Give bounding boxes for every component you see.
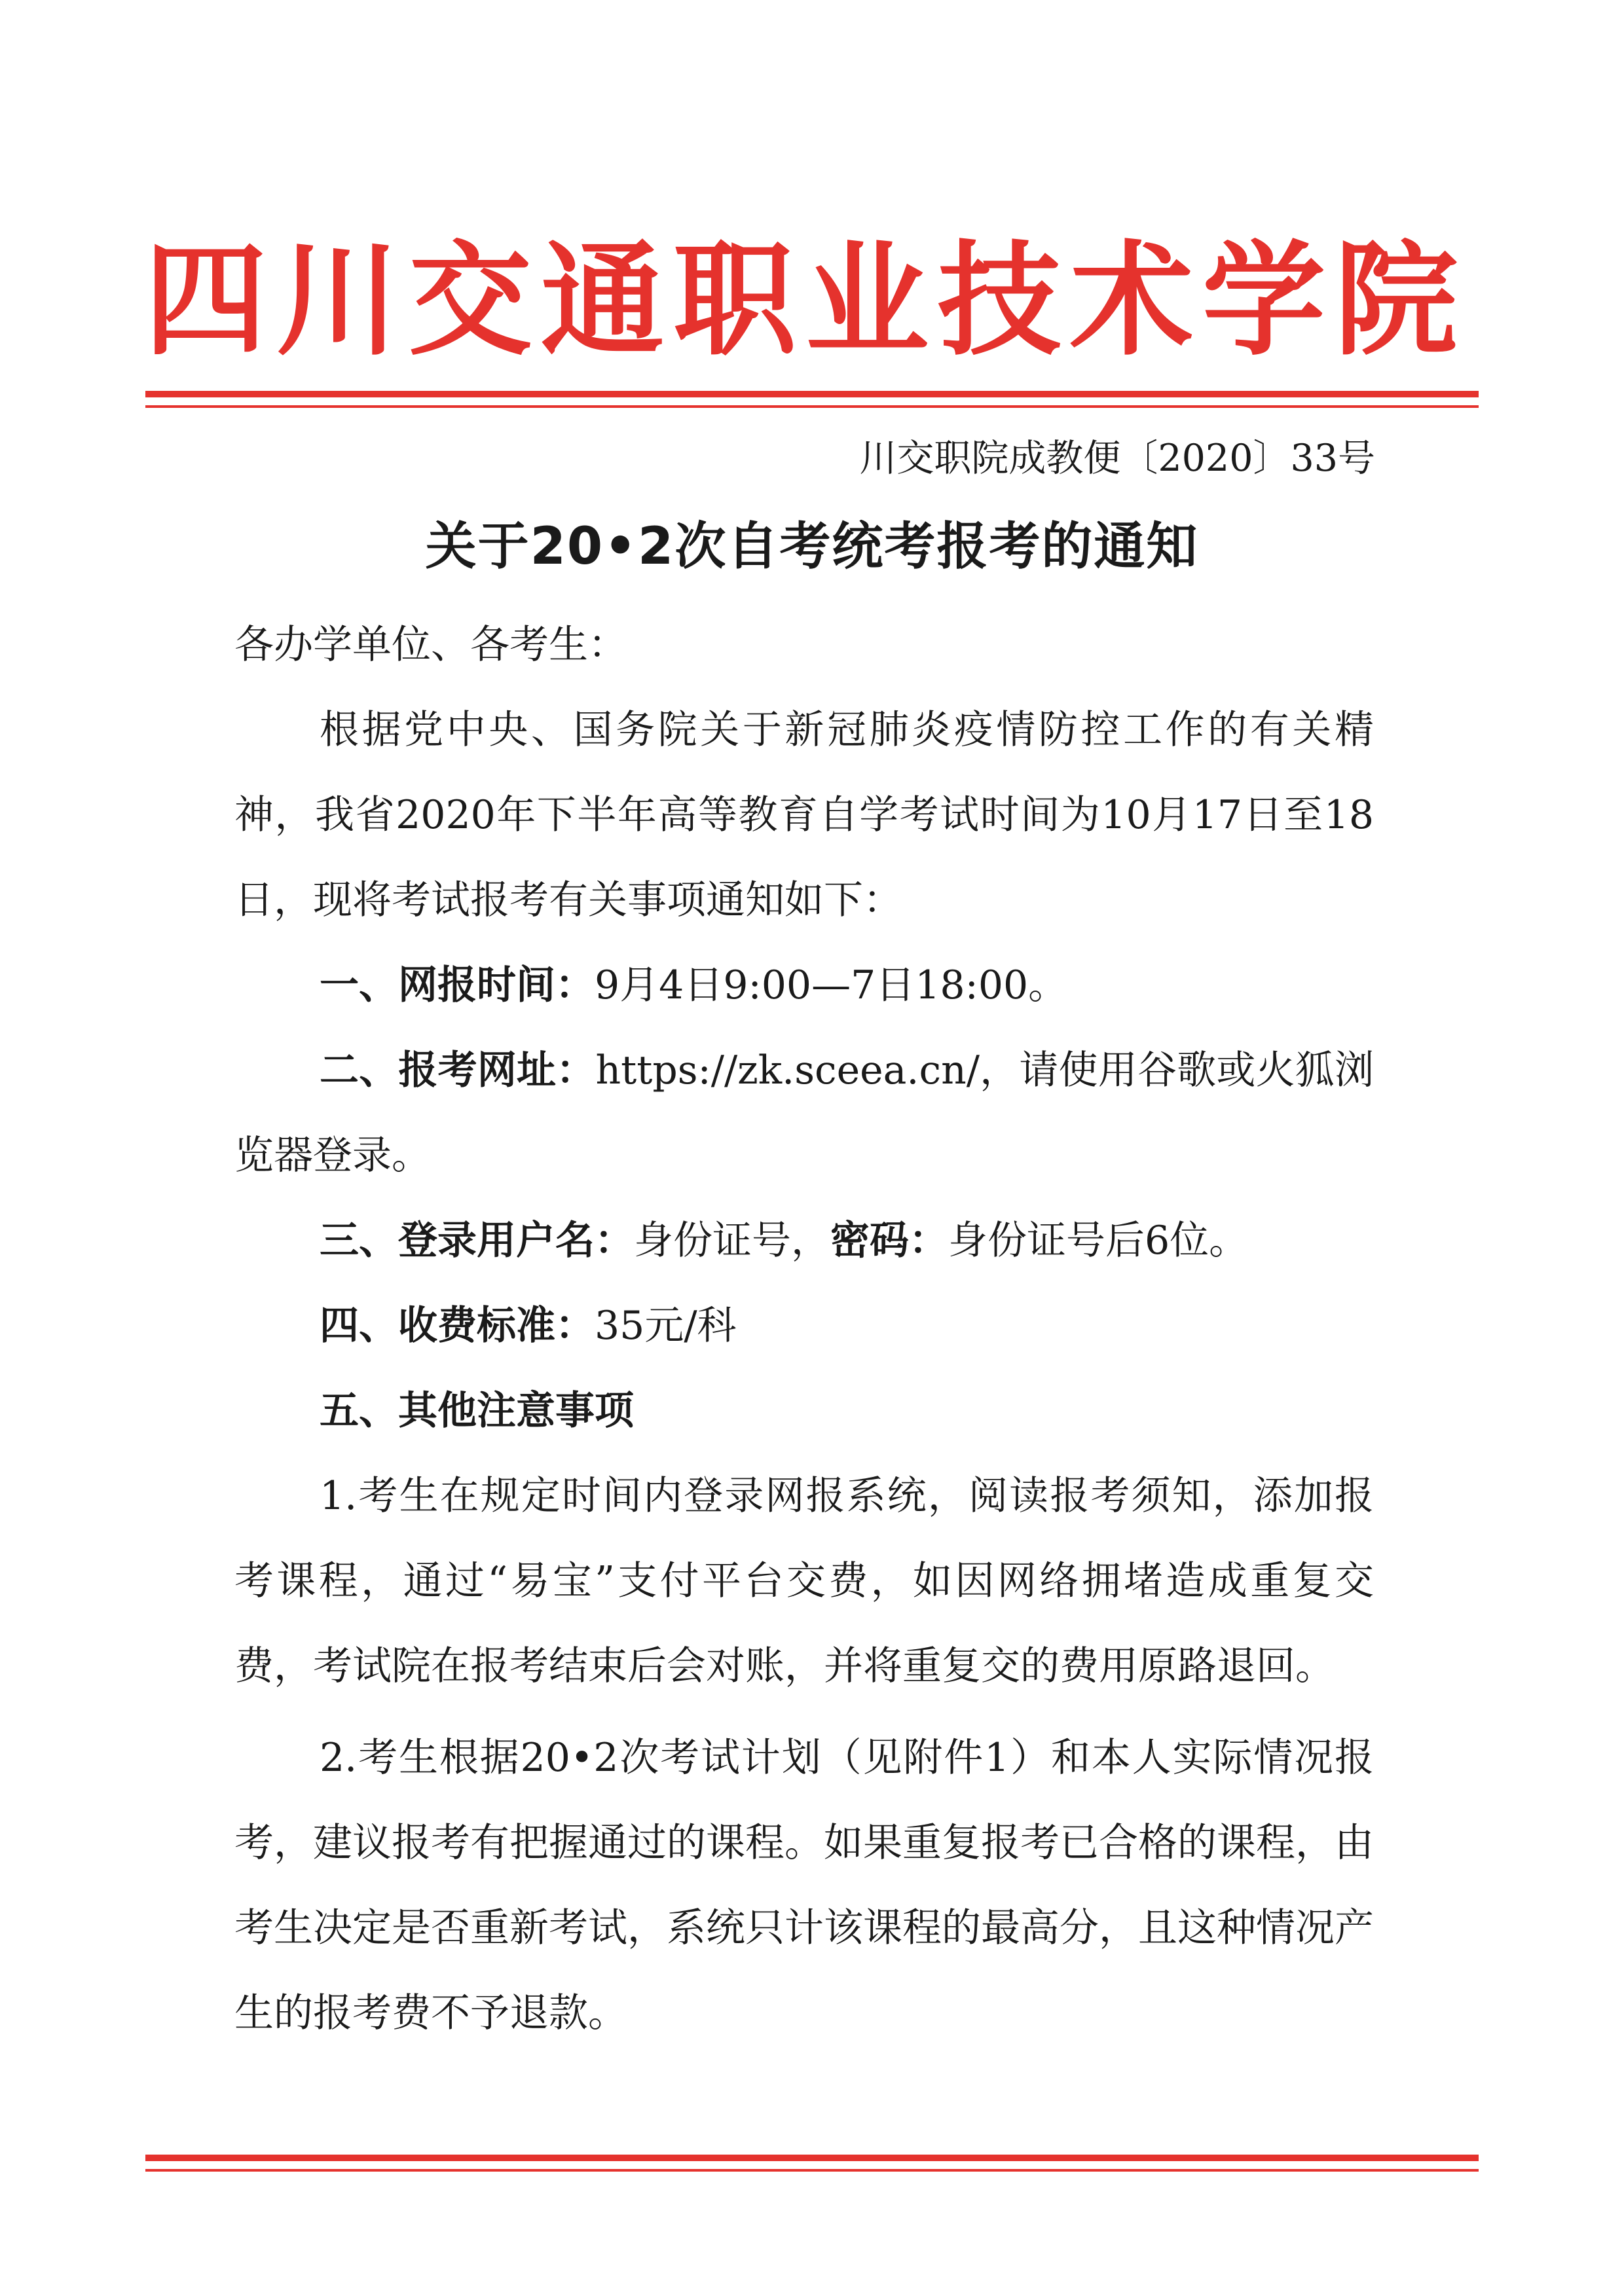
item-label: 三、登录用户名： [320, 1218, 634, 1264]
intro-paragraph: 根据党中央、国务院关于新冠肺炎疫情防控工作的有关精神，我省2020年下半年高等教育自学考试时间为10月17日至18日，现将考试报考有关事项通知如下： [234, 707, 1374, 923]
footer-rule-thin [145, 2169, 1479, 2172]
note-paragraph-2: 2.考生根据20•2次考试计划（见附件1）和本人实际情况报考，建议报考有把握通过的课程。如果重复报考已合格的课程，由考生决定是否重新考试，系统只计该课程的最高分，且这种情况产生的报考费不予退款。 [234, 1735, 1374, 2036]
item-registration-time [234, 943, 1374, 1028]
item-label: 五、其他注意事项 [320, 1388, 634, 1434]
item-label-password: 密码： [830, 1218, 948, 1264]
document-number: 川交职院成教便〔2020〕33号 [859, 437, 1375, 480]
letterhead-rule-thick [145, 391, 1479, 397]
item-login-credentials [234, 1198, 1374, 1283]
item-label: 四、收费标准： [320, 1303, 595, 1349]
note-paragraph-1: 1.考生在规定时间内登录网报系统，阅读报考须知，添加报考课程，通过“易宝”支付平台交费，如因网络拥堵造成重复交费，考试院在报考结束后会对账，并将重复交的费用原路退回。 [234, 1473, 1374, 1689]
item-text: 身份证号， [634, 1218, 830, 1264]
item-text: 9月4日9:00—7日18:00。 [595, 962, 1068, 1008]
notice-body [234, 602, 1374, 2056]
footer-rule-thick [145, 2155, 1479, 2161]
item-other-notes-heading [234, 1368, 1374, 1453]
item-text-password: 身份证号后6位。 [948, 1218, 1249, 1264]
organization-letterhead: 四川交通职业技术学院 [144, 229, 1467, 373]
item-text: 35元/科 [595, 1303, 737, 1349]
salutation: 各办学单位、各考生： [234, 622, 627, 668]
item-label: 二、报考网址： [320, 1048, 596, 1093]
notice-title: 关于20•2次自考统考报考的通知 [425, 517, 1199, 576]
letterhead-rule-thin [145, 405, 1479, 408]
item-registration-url [234, 1028, 1374, 1198]
item-text: https://zk.sceea.cn/，请使用谷歌或火狐浏览器登录。 [234, 1048, 1375, 1178]
item-label: 一、网报时间： [320, 962, 595, 1008]
item-fee-standard [234, 1283, 1374, 1368]
